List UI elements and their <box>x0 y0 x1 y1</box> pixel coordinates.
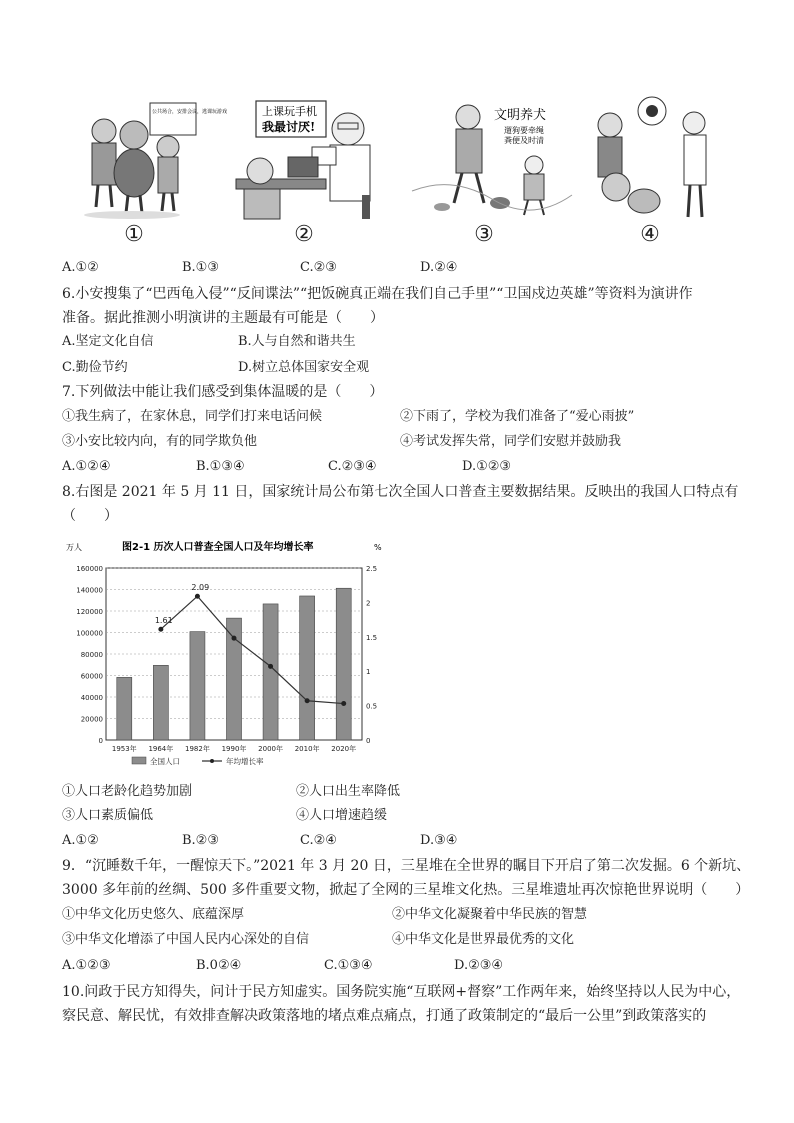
chart-x-tick: 2000年 <box>258 745 283 753</box>
q6-option-c[interactable]: C.勤俭节约 <box>62 360 128 375</box>
chart-bar <box>300 596 315 740</box>
q5-option-c[interactable]: C.②③ <box>300 260 337 275</box>
cartoon-3-line3: 粪便及时清 <box>504 136 544 145</box>
q9-item-3: ③中华文化增添了中国人民内心深处的自信 <box>62 932 310 947</box>
chart-rate-point <box>195 594 200 599</box>
chart-bar <box>117 677 132 740</box>
q7-option-b[interactable]: B.①③④ <box>196 459 245 474</box>
chart-x-tick: 1990年 <box>221 745 247 753</box>
q5-option-b[interactable]: B.①③ <box>182 260 219 275</box>
q5-option-d[interactable]: D.②④ <box>420 260 458 275</box>
q8-option-d[interactable]: D.③④ <box>420 833 458 848</box>
q10-stem-line1: 10.问政于民方知得失，问计于民方知虚实。国务院实施“互联网+督察”工作两年来，始终坚持以人民为中心， <box>62 984 741 1000</box>
q9-option-a[interactable]: A.①②③ <box>62 958 111 973</box>
q5-option-a[interactable]: A.①② <box>62 260 99 275</box>
chart-y-left-tick: 60000 <box>80 672 103 681</box>
q9-option-c[interactable]: C.①③④ <box>324 958 373 973</box>
q8-option-a[interactable]: A.①② <box>62 833 99 848</box>
cartoon-3-line2: 遛狗要牵绳 <box>504 126 544 135</box>
chart-y-left-tick: 120000 <box>76 608 103 616</box>
chart-y-right-tick: 0.5 <box>366 702 378 711</box>
chart-rate-point <box>341 701 346 706</box>
chart-y-left-tick: 140000 <box>76 586 103 595</box>
chart-y-left-tick: 40000 <box>80 694 103 702</box>
chart-legend-swatch-population <box>132 757 146 764</box>
q9-item-4: ④中华文化是世界最优秀的文化 <box>392 932 575 947</box>
chart-y-left-tick: 160000 <box>76 565 103 573</box>
chart-y-right-tick: 0 <box>366 737 371 745</box>
chart-data-label: 1.61 <box>154 616 173 626</box>
cartoon-2-sign-line2: 我最讨厌! <box>262 120 316 134</box>
q8-item-3: ③人口素质偏低 <box>62 808 154 823</box>
q9-stem-line1: 9．“沉睡数千年，一醒惊天下。”2021 年 3 月 20 日，三星堆在全世界的瞩目下开启了第二次发掘。6 个新坑、 <box>62 858 751 874</box>
cartoon-label-3: ③ <box>474 222 494 247</box>
q9-option-b[interactable]: B.0②④ <box>196 958 242 973</box>
q7-option-d[interactable]: D.①②③ <box>462 459 512 474</box>
chart-title: 图2-1 历次人口普查全国人口及年均增长率 <box>122 542 314 553</box>
chart-y-right-tick: 2.5 <box>366 565 378 573</box>
cartoon-2 <box>226 95 386 223</box>
chart-rate-point <box>268 664 273 669</box>
q8-stem-line2: （ ） <box>62 508 118 524</box>
cartoon-label-1: ① <box>124 222 144 247</box>
q8-item-2: ②人口出生率降低 <box>296 784 401 799</box>
chart-rate-line <box>161 596 344 703</box>
q7-option-c[interactable]: C.②③④ <box>328 459 377 474</box>
chart-x-tick: 2010年 <box>294 745 320 753</box>
chart-y-right-tick: 2 <box>366 599 371 608</box>
q8-option-b[interactable]: B.②③ <box>182 833 219 848</box>
chart-rate-point <box>158 627 163 632</box>
cartoon-3 <box>412 95 572 223</box>
q7-item-4: ④考试发挥失常，同学们安慰并鼓励我 <box>400 434 622 449</box>
q6-option-a[interactable]: A.坚定文化自信 <box>62 334 154 349</box>
q6-stem-line2: 准备。据此推测小明演讲的主题最有可能是（ ） <box>62 310 384 326</box>
q7-item-2: ②下雨了，学校为我们准备了“爱心雨披” <box>400 409 635 424</box>
q8-stem-line1: 8.右图是 2021 年 5 月 11 日，国家统计局公布第七次全国人口普查主要数据结果。反映出的我国人口特点有 <box>62 484 739 500</box>
population-chart-svg <box>62 528 392 774</box>
q10-stem-line2: 察民意、解民忧，有效排查解决政策落地的堵点难点痛点，打通了政策制定的“最后一公里”到政策落实的 <box>62 1008 707 1024</box>
chart-legend-marker-rate <box>210 759 214 763</box>
population-chart <box>62 528 392 774</box>
chart-bar <box>190 632 205 740</box>
chart-y-left-tick: 100000 <box>76 629 103 638</box>
chart-rate-point <box>305 698 310 703</box>
cartoon-4 <box>586 95 716 223</box>
cartoon-label-2: ② <box>294 222 314 247</box>
cartoon-1 <box>72 95 228 223</box>
chart-x-tick: 1982年 <box>185 745 210 753</box>
q9-option-d[interactable]: D.②③④ <box>454 958 504 973</box>
chart-x-tick: 2020年 <box>331 745 357 753</box>
chart-data-label: 2.09 <box>191 583 210 593</box>
chart-legend-label-population: 全国人口 <box>150 757 180 766</box>
cartoon-label-4: ④ <box>640 222 660 247</box>
q9-item-2: ②中华文化凝聚着中华民族的智慧 <box>392 907 588 922</box>
q9-stem-line2: 3000 多年前的丝绸、500 多件重要文物，掀起了全网的三星堆文化热。三星堆遗址再次惊艳世界说明（ ） <box>62 882 750 898</box>
cartoon-3-title: 文明养犬 <box>494 108 547 123</box>
chart-bar <box>336 588 351 740</box>
q7-item-3: ③小安比较内向，有的同学欺负他 <box>62 434 258 449</box>
q6-stem-line1: 6.小安搜集了“巴西龟入侵”“反间谍法”“把饭碗真正端在我们自己手里”“卫国戍边英雄”等资料为演讲作 <box>62 286 693 302</box>
chart-y-right-tick: 1.5 <box>366 633 378 642</box>
q7-item-1: ①我生病了，在家休息，同学们打来电话问候 <box>62 409 323 424</box>
chart-y-left-unit: 万人 <box>66 543 82 552</box>
chart-x-tick: 1964年 <box>148 745 174 753</box>
q8-item-4: ④人口增速趋缓 <box>296 808 388 823</box>
q8-option-c[interactable]: C.②④ <box>300 833 337 848</box>
q6-option-b[interactable]: B.人与自然和谐共生 <box>238 334 356 349</box>
cartoon-1-sign-text: 公共场合，安排会议，逃课玩游戏 <box>152 109 228 115</box>
chart-y-left-tick: 20000 <box>80 715 103 724</box>
chart-y-left-tick: 0 <box>98 737 103 745</box>
chart-y-right-unit: % <box>374 543 382 552</box>
chart-legend-label-rate: 年均增长率 <box>226 757 264 766</box>
chart-y-left-tick: 80000 <box>80 651 103 659</box>
cartoon-2-sign-line1: 上课玩手机 <box>262 105 317 118</box>
q9-item-1: ①中华文化历史悠久、底蕴深厚 <box>62 907 245 922</box>
chart-y-right-tick: 1 <box>366 668 371 677</box>
q7-option-a[interactable]: A.①②④ <box>62 459 111 474</box>
chart-rate-point <box>232 636 237 641</box>
q8-item-1: ①人口老龄化趋势加剧 <box>62 784 193 799</box>
chart-x-tick: 1953年 <box>111 745 137 753</box>
chart-bar <box>153 665 168 740</box>
q7-stem: 7.下列做法中能让我们感受到集体温暖的是（ ） <box>62 384 384 400</box>
q6-option-d[interactable]: D.树立总体国家安全观 <box>238 360 370 375</box>
